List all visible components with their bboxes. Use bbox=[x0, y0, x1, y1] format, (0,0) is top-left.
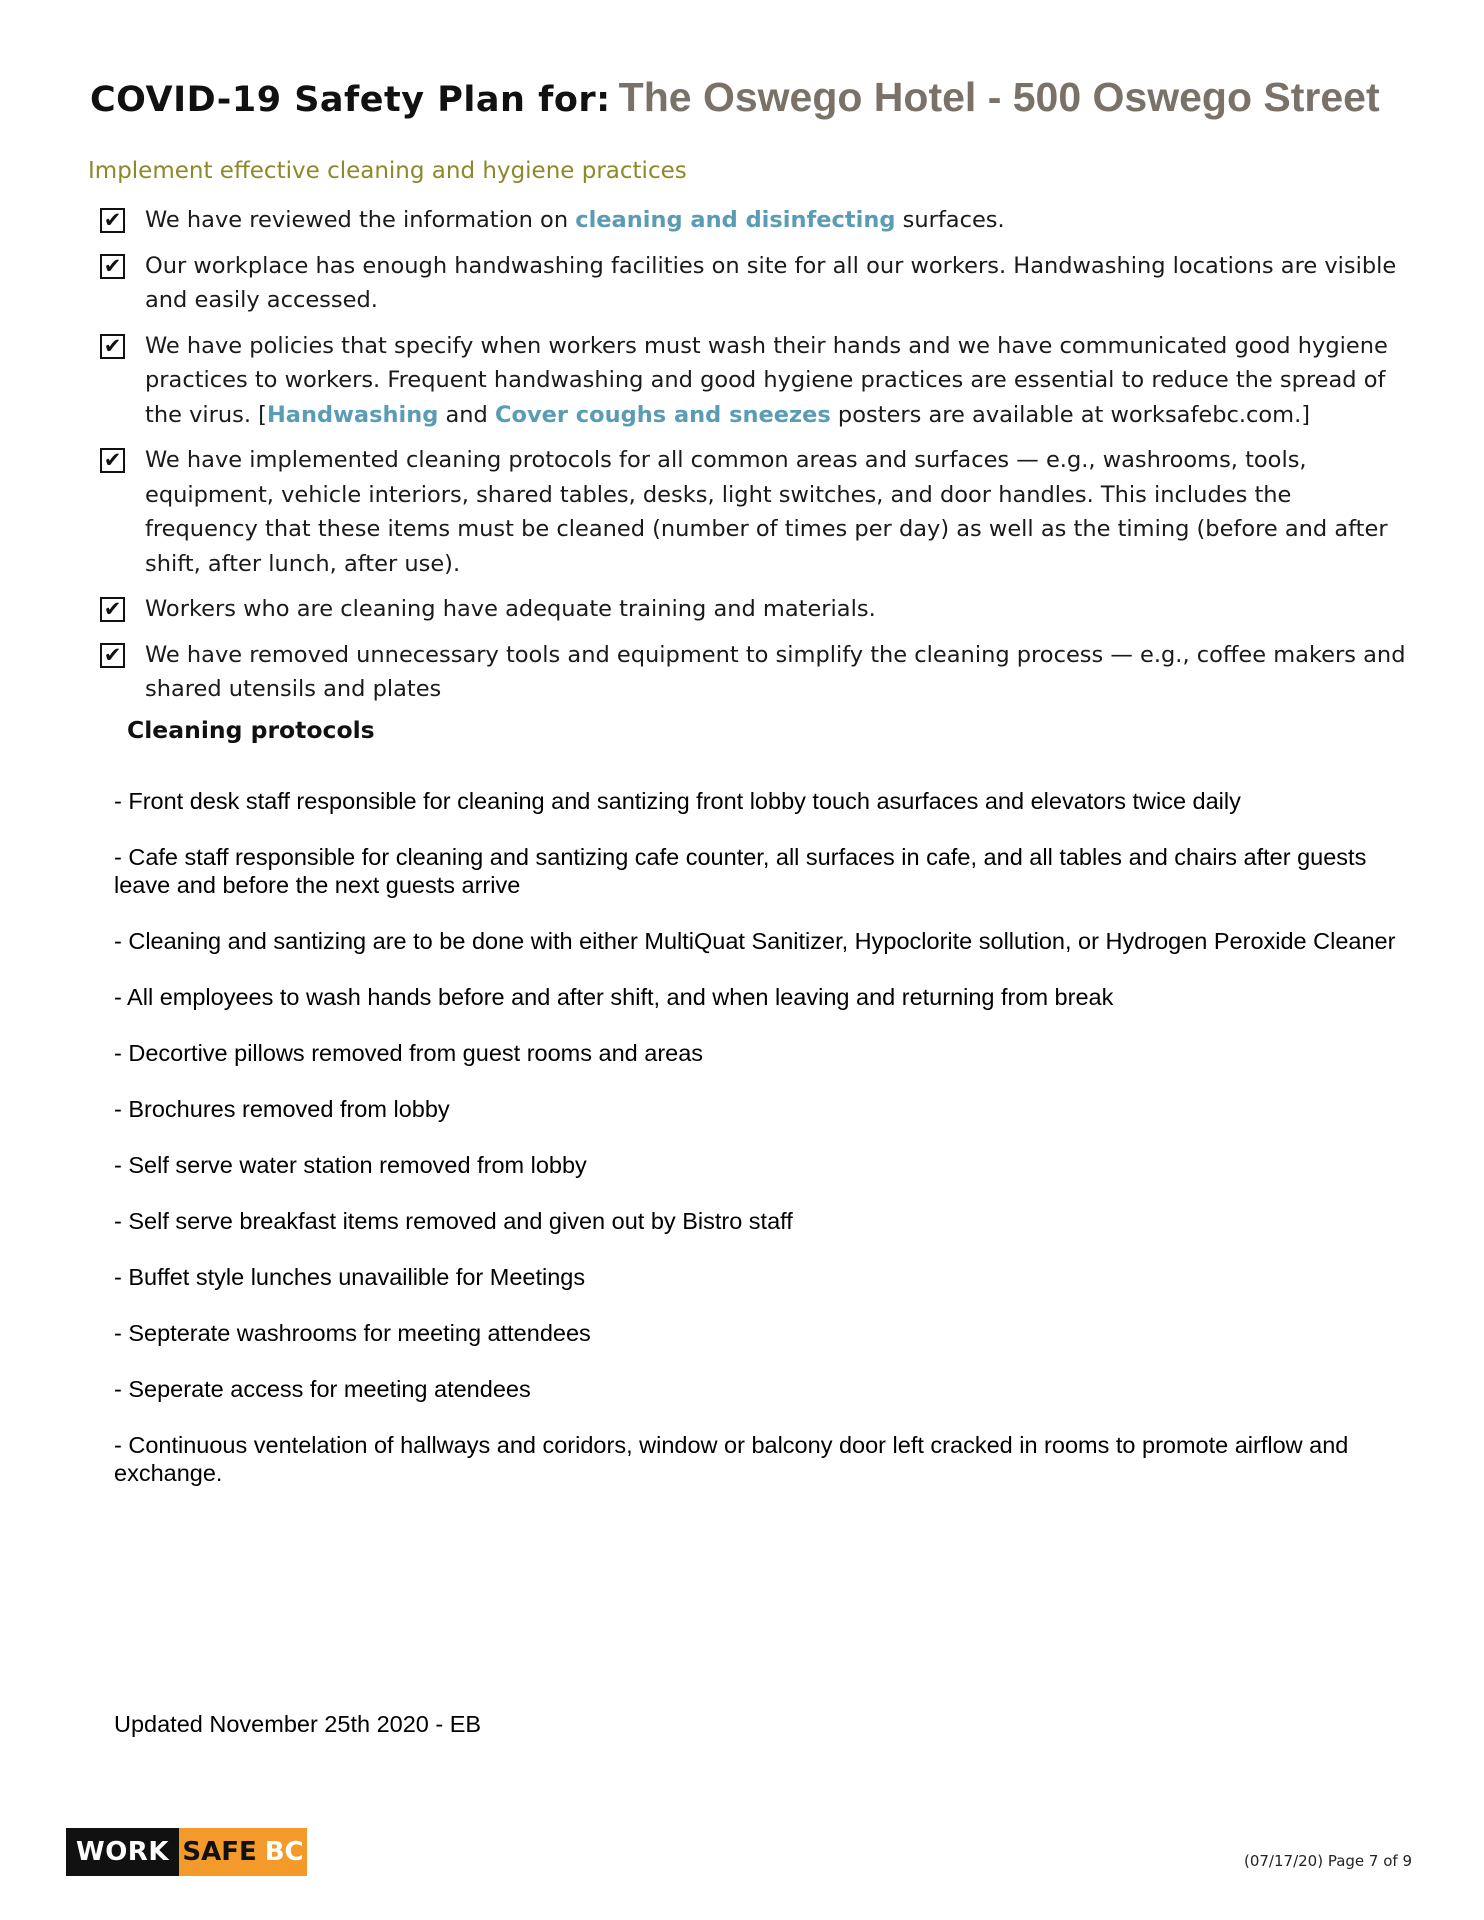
checklist-item bbox=[100, 329, 1410, 433]
cover-coughs-link[interactable]: Cover coughs and sneezes bbox=[494, 401, 831, 428]
checkbox[interactable]: ✔ bbox=[100, 643, 125, 668]
protocol-line: - Front desk staff responsible for cleaning and santizing front lobby touch asurfaces and elevators twice daily bbox=[114, 788, 1241, 814]
checklist-item bbox=[100, 203, 1410, 238]
checklist-item-text: We have implemented cleaning protocols for all common areas and surfaces — e.g., washrooms, tools, equipment, vehicle interiors, shared tables, desks, light switches, and door handles. This includes the frequency that these items must be cleaned (number of times per day) as well as the timing (before and after shift, after lunch, after use). bbox=[145, 447, 1388, 577]
protocol-line: - Self serve breakfast items removed and given out by Bistro staff bbox=[114, 1208, 793, 1234]
checklist bbox=[100, 203, 1410, 718]
protocol-line: - Cafe staff responsible for cleaning and santizing cafe counter, all surfaces in cafe, and all tables and chairs after guests leave and before the next guests arrive bbox=[114, 844, 1367, 898]
section-heading: Implement effective cleaning and hygiene practices bbox=[88, 158, 687, 184]
protocol-line: - Continuous ventelation of hallways and coridors, window or balcony door left cracked in rooms to promote airflow and exchange. bbox=[114, 1432, 1349, 1486]
logo-work: WORK bbox=[66, 1828, 179, 1876]
page-footer: (07/17/20) Page 7 of 9 bbox=[1243, 1852, 1412, 1870]
protocols-heading: Cleaning protocols bbox=[127, 716, 375, 744]
handwashing-link[interactable]: Handwashing bbox=[266, 401, 439, 428]
checkbox[interactable]: ✔ bbox=[100, 208, 125, 233]
checklist-item bbox=[100, 592, 1410, 627]
logo-safe: SAFE BC bbox=[179, 1828, 307, 1876]
checkbox[interactable]: ✔ bbox=[100, 254, 125, 279]
protocol-line: - Buffet style lunches unavailible for Meetings bbox=[114, 1264, 586, 1290]
checkbox[interactable]: ✔ bbox=[100, 334, 125, 359]
title-label: COVID-19 Safety Plan for: bbox=[90, 80, 611, 120]
checklist-item-text: We have policies that specify when workers must wash their hands and we have communicated good hygiene practices to workers. Frequent handwashing and good hygiene practices are essential to reduce the spread of the virus. [Handwashing and Cover coughs and sneezes posters are available at worksafebc.com.] bbox=[145, 332, 1388, 428]
logo-bc: BC bbox=[264, 1837, 304, 1867]
protocol-line: - Self serve water station removed from lobby bbox=[114, 1152, 587, 1178]
checkbox[interactable]: ✔ bbox=[100, 597, 125, 622]
checklist-item-text: We have removed unnecessary tools and equipment to simplify the cleaning process — e.g., coffee makers and shared utensils and plates bbox=[145, 641, 1406, 702]
protocols-text bbox=[114, 787, 1414, 1515]
protocol-line: - Brochures removed from lobby bbox=[114, 1096, 450, 1122]
worksafebc-logo bbox=[66, 1828, 307, 1876]
protocol-line: - All employees to wash hands before and after shift, and when leaving and returning from break bbox=[114, 984, 1114, 1010]
checklist-item-text: Our workplace has enough handwashing facilities on site for all our workers. Handwashing locations are visible and easily accessed. bbox=[145, 252, 1397, 313]
protocol-line: - Seperate access for meeting atendees bbox=[114, 1376, 531, 1402]
protocol-line: - Cleaning and santizing are to be done with either MultiQuat Sanitizer, Hypoclorite sollution, or Hydrogen Peroxide Cleaner bbox=[114, 928, 1396, 954]
title-value: The Oswego Hotel - 500 Oswego Street bbox=[618, 74, 1380, 120]
protocol-line: - Septerate washrooms for meeting attendees bbox=[114, 1320, 591, 1346]
checklist-item-text: Workers who are cleaning have adequate training and materials. bbox=[145, 596, 876, 622]
checkbox[interactable]: ✔ bbox=[100, 448, 125, 473]
checklist-item-text: We have reviewed the information on cleaning and disinfecting surfaces. bbox=[145, 207, 1005, 233]
page-title bbox=[90, 74, 1380, 121]
checklist-item bbox=[100, 249, 1410, 318]
checklist-item bbox=[100, 443, 1410, 581]
cleaning-disinfecting-link[interactable]: cleaning and disinfecting bbox=[575, 207, 896, 233]
protocol-line: - Decortive pillows removed from guest rooms and areas bbox=[114, 1040, 704, 1066]
updated-note: Updated November 25th 2020 - EB bbox=[114, 1711, 482, 1737]
checklist-item bbox=[100, 638, 1410, 707]
